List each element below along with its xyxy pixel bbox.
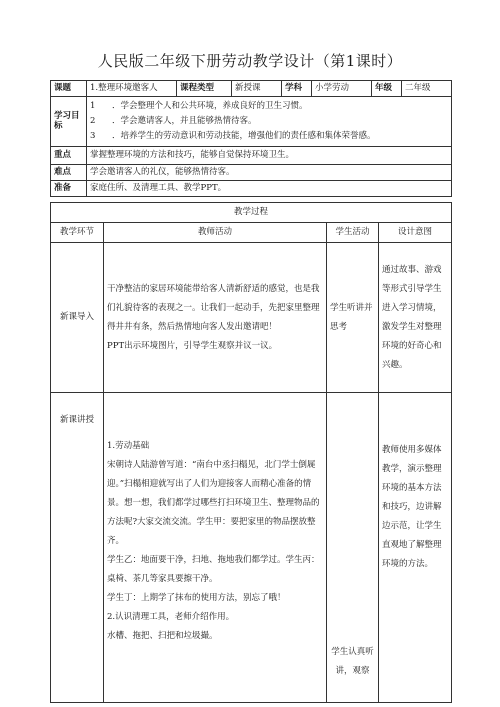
process-title: 教学过程 (51, 203, 452, 223)
difficulty-text: 学会邀请客人的礼仪，能够热情待客。 (87, 164, 452, 180)
objective-item: 2 ．学会邀请客人，并且能够热情待客。 (90, 115, 257, 126)
stage-intro: 新课导入 (51, 243, 104, 393)
label-key-point: 重点 (51, 146, 87, 164)
student-activity-teaching: 学生认真听讲，观察 (327, 393, 379, 703)
header-student: 学生活动 (327, 223, 379, 243)
student-activity-intro: 学生听讲并思考 (327, 243, 379, 393)
subject-value: 小学劳动 (312, 81, 372, 97)
objective-item: 1 ．学会整理个人和公共环境，养成良好的卫生习惯。 (90, 100, 308, 111)
page-title: 人民版二年级下册劳动教学设计（第1课时） (97, 52, 403, 70)
topic-value: 1.整理环境邀客人 (87, 81, 177, 97)
label-type: 课程类型 (177, 81, 232, 97)
key-point-text: 掌握整理环境的方法和技巧，能够自觉保持环境卫生。 (87, 146, 452, 164)
grade-value: 二年级 (402, 81, 452, 97)
header-teacher: 教师活动 (104, 223, 327, 243)
table-row (51, 243, 452, 393)
label-objectives: 学习目标 (51, 96, 87, 146)
type-value: 新授课 (232, 81, 282, 97)
table-row (51, 393, 452, 703)
label-preparation: 准备 (51, 180, 87, 196)
design-intent-intro: 通过故事、游戏等形式引导学生进入学习情境，激发学生对整理环境的好奇心和兴趣。 (379, 243, 452, 393)
design-intent-teaching: 教师使用多媒体教学，演示整理环境的基本方法和技巧，边讲解边示范，让学生直观地了解整理环境的方法。 (379, 393, 452, 703)
process-table (50, 202, 452, 703)
stage-teaching: 新课讲授 (51, 393, 104, 703)
header-stage: 教学环节 (51, 223, 104, 243)
preparation-text: 家庭住所、及清理工具、教学PPT。 (87, 180, 452, 196)
objectives-list (87, 96, 452, 146)
lesson-info-table (50, 80, 452, 197)
objective-item: 3 ．培养学生的劳动意识和劳动技能，增强他们的责任感和集体荣誉感。 (90, 130, 376, 141)
teacher-activity-teaching: 1.劳动基础 宋朝诗人陆游曾写道：“南台中丞扫榻见，北门学士倒屣迎。”扫榻相迎就写出了人们为迎接客人而精心准备的情景。想一想，我们都学过哪些打扫环境卫生、整理物品的方法呢?大家交流交流。学生甲：要把家里的物品摆放整齐。 学生乙：地面要干净，扫地、拖地我们都学过。学生丙：桌椅、茶几等家具要擦干净。 学生丁：上期学了抹布的使用方法，别忘了哦！ 2.认识清理工具，老师介绍作用。 水槽、拖把、扫把和垃圾撮。 (104, 393, 327, 703)
label-grade: 年级 (372, 81, 402, 97)
label-difficulty: 难点 (51, 164, 87, 180)
label-subject: 学科 (282, 81, 312, 97)
teacher-activity-intro: 干净整洁的家居环境能带给客人清新舒适的感觉，也是我们礼貌待客的表现之一。让我们一起动手，先把家里整理得井井有条，然后热情地向客人发出邀请吧！ PPT出示环境图片，引导学生观察并议一议。 (104, 243, 327, 393)
label-topic: 课题 (51, 81, 87, 97)
header-design: 设计意图 (379, 223, 452, 243)
